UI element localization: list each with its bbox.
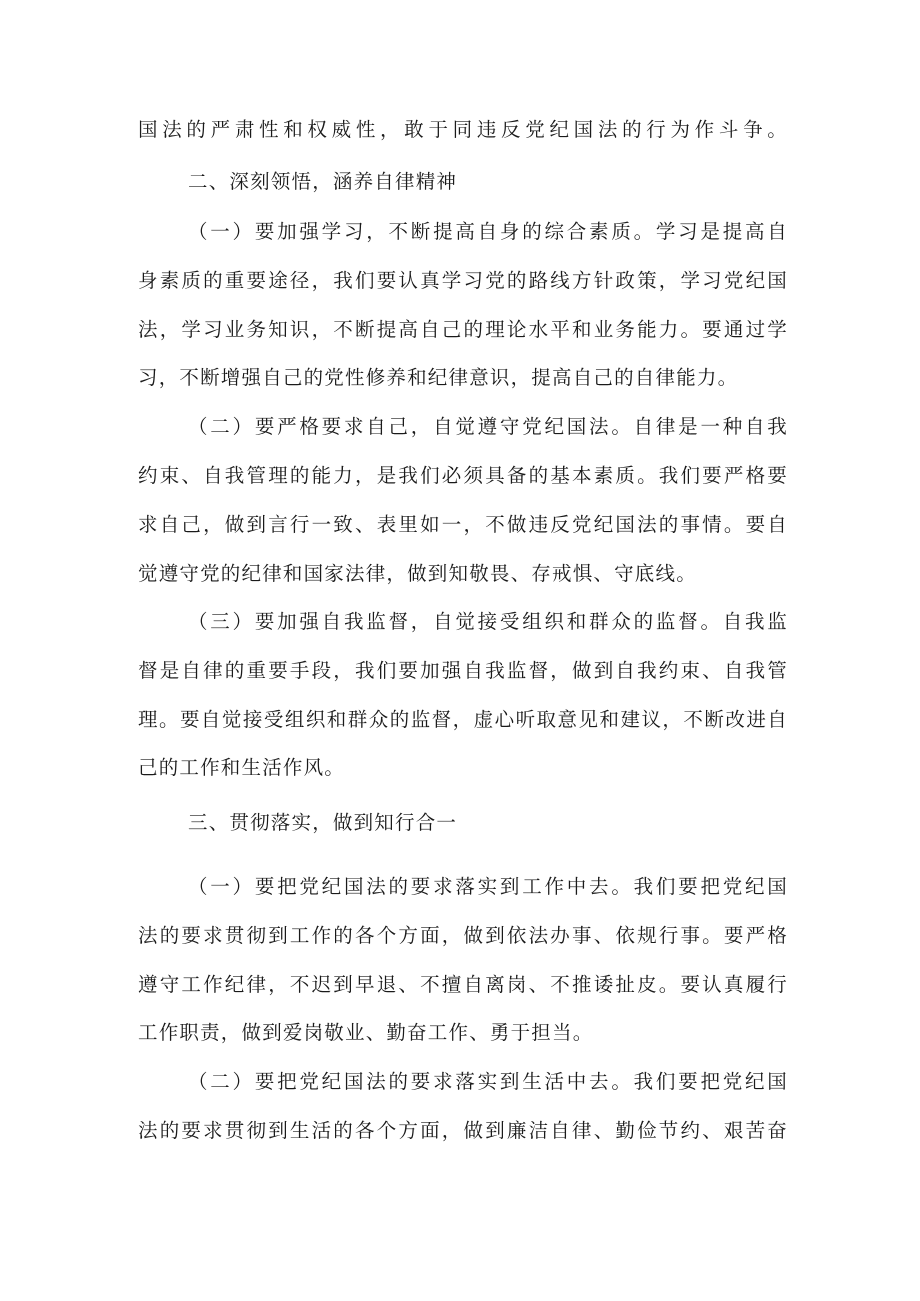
text-line: 身素质的重要途径，我们要认真学习党的路线方针政策，学习党纪国 <box>138 269 788 292</box>
text-line: 遵守工作纪律，不迟到早退、不擅自离岗、不推诿扯皮。要认真履行 <box>138 973 788 996</box>
section-heading: 二、深刻领悟，涵养自律精神 <box>188 170 458 193</box>
text-line: 督是自律的重要手段，我们要加强自我监督，做到自我约束、自我管 <box>138 659 788 682</box>
text-line: 觉遵守党的纪律和国家法律，做到知敬畏、存戒惧、守底线。 <box>138 562 697 585</box>
text-line: 工作职责，做到爱岗敬业、勤奋工作、勇于担当。 <box>138 1021 594 1044</box>
subsection-first-line: （一）要加强学习，不断提高自身的综合素质。学习是提高自 <box>188 220 788 243</box>
text-line: 法的要求贯彻到生活的各个方面，做到廉洁自律、勤俭节约、艰苦奋 <box>138 1119 788 1142</box>
subsection-first-line: （二）要把党纪国法的要求落实到生活中去。我们要把党纪国 <box>188 1070 788 1093</box>
text-line: 法，学习业务知识，不断提高自己的理论水平和业务能力。要通过学 <box>138 318 788 341</box>
text-line: 国法的严肃性和权威性，敢于同违反党纪国法的行为作斗争。 <box>138 118 788 141</box>
subsection-first-line: （二）要严格要求自己，自觉遵守党纪国法。自律是一种自我 <box>188 415 788 438</box>
text-line: 己的工作和生活作风。 <box>138 756 346 779</box>
text-line: 求自己，做到言行一致、表里如一，不做违反党纪国法的事情。要自 <box>138 513 788 536</box>
subsection-first-line: （三）要加强自我监督，自觉接受组织和群众的监督。自我监 <box>188 610 788 633</box>
text-line: 理。要自觉接受组织和群众的监督，虚心听取意见和建议，不断改进自 <box>138 708 788 731</box>
subsection-first-line: （一）要把党纪国法的要求落实到工作中去。我们要把党纪国 <box>188 875 788 898</box>
section-heading: 三、贯彻落实，做到知行合一 <box>188 811 458 834</box>
text-line: 约束、自我管理的能力，是我们必须具备的基本素质。我们要严格要 <box>138 464 788 487</box>
text-line: 习，不断增强自己的党性修养和纪律意识，提高自己的自律能力。 <box>138 366 739 389</box>
text-line: 法的要求贯彻到工作的各个方面，做到依法办事、依规行事。要严格 <box>138 924 788 947</box>
